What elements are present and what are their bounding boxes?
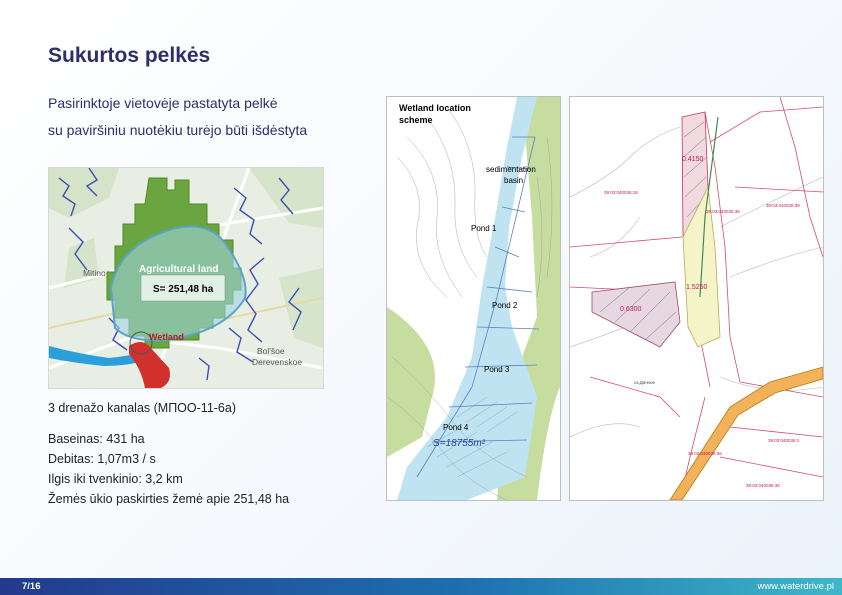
info-length: Ilgis iki tvenkinio: 3,2 km [48, 472, 183, 486]
label-wetland: Wetland [149, 332, 184, 342]
scheme-title-line-2: scheme [399, 115, 433, 125]
info-agricultural-land: Žemės ūkio paskirties žemė apie 251,48 ha [48, 492, 290, 506]
cadastral-map [569, 96, 824, 501]
footer-bar [0, 578, 842, 595]
cadastral-number-6: 39:03:040036:35 [746, 483, 780, 488]
label-pond-4: Pond 4 [443, 423, 469, 432]
label-pond-2: Pond 2 [492, 301, 518, 310]
label-sedimentation-basin-line-1: sedimentation [486, 165, 536, 174]
label-pond-1: Pond 1 [471, 224, 497, 233]
cadastral-number-4: 39:03:040036:1 [768, 438, 800, 443]
footer-url[interactable]: www.waterdrive.pl [757, 581, 834, 592]
cadastral-number-5: 39:03:040036:36 [688, 451, 722, 456]
label-village-mitino: Mitino [83, 268, 106, 278]
info-basin: Baseinas: 431 ha [48, 432, 145, 446]
overview-map [48, 167, 324, 389]
label-agricultural: Agricultural land [139, 264, 219, 275]
label-village-bolshoe: Bol'šoe [257, 346, 285, 356]
info-flow-rate: Debitas: 1,07m3 / s [48, 452, 156, 466]
label-area: S= 251,48 ha [153, 284, 214, 295]
canal-caption: 3 drenažo kanalas (МПОО-11-6а) [48, 401, 237, 415]
parcel-label-2: 0.6300 [620, 306, 642, 313]
info-list [48, 429, 289, 509]
wetland-scheme-map [386, 96, 561, 501]
cadastral-number-1: 39:03:040036:18 [604, 190, 638, 195]
parcel-label-3: 1.5250 [686, 284, 708, 291]
label-pond-3: Pond 3 [484, 365, 510, 374]
place-label: оз.Дачное [634, 380, 656, 385]
label-area-note: S=18755m² [433, 438, 485, 449]
page-number: 7/16 [22, 581, 41, 592]
label-sedimentation-basin-line-2: basin [504, 176, 524, 185]
cadastral-number-2: 39:03:040036:38 [706, 209, 740, 214]
label-village-derevenskoe: Derevenskoe [252, 357, 303, 367]
scheme-title-line-1: Wetland location [399, 103, 471, 113]
subtitle-line-1: Pasirinktoje vietovėje pastatyta pelkė [48, 95, 278, 111]
parcel-label-1: 0.4150 [682, 156, 704, 163]
subtitle-line-2: su paviršiniu nuotėkiu turėjo būti išdėstyta [48, 122, 308, 138]
slide-title: Sukurtos pelkės [48, 44, 211, 67]
cadastral-number-3: 39:03:040036:39 [766, 203, 800, 208]
